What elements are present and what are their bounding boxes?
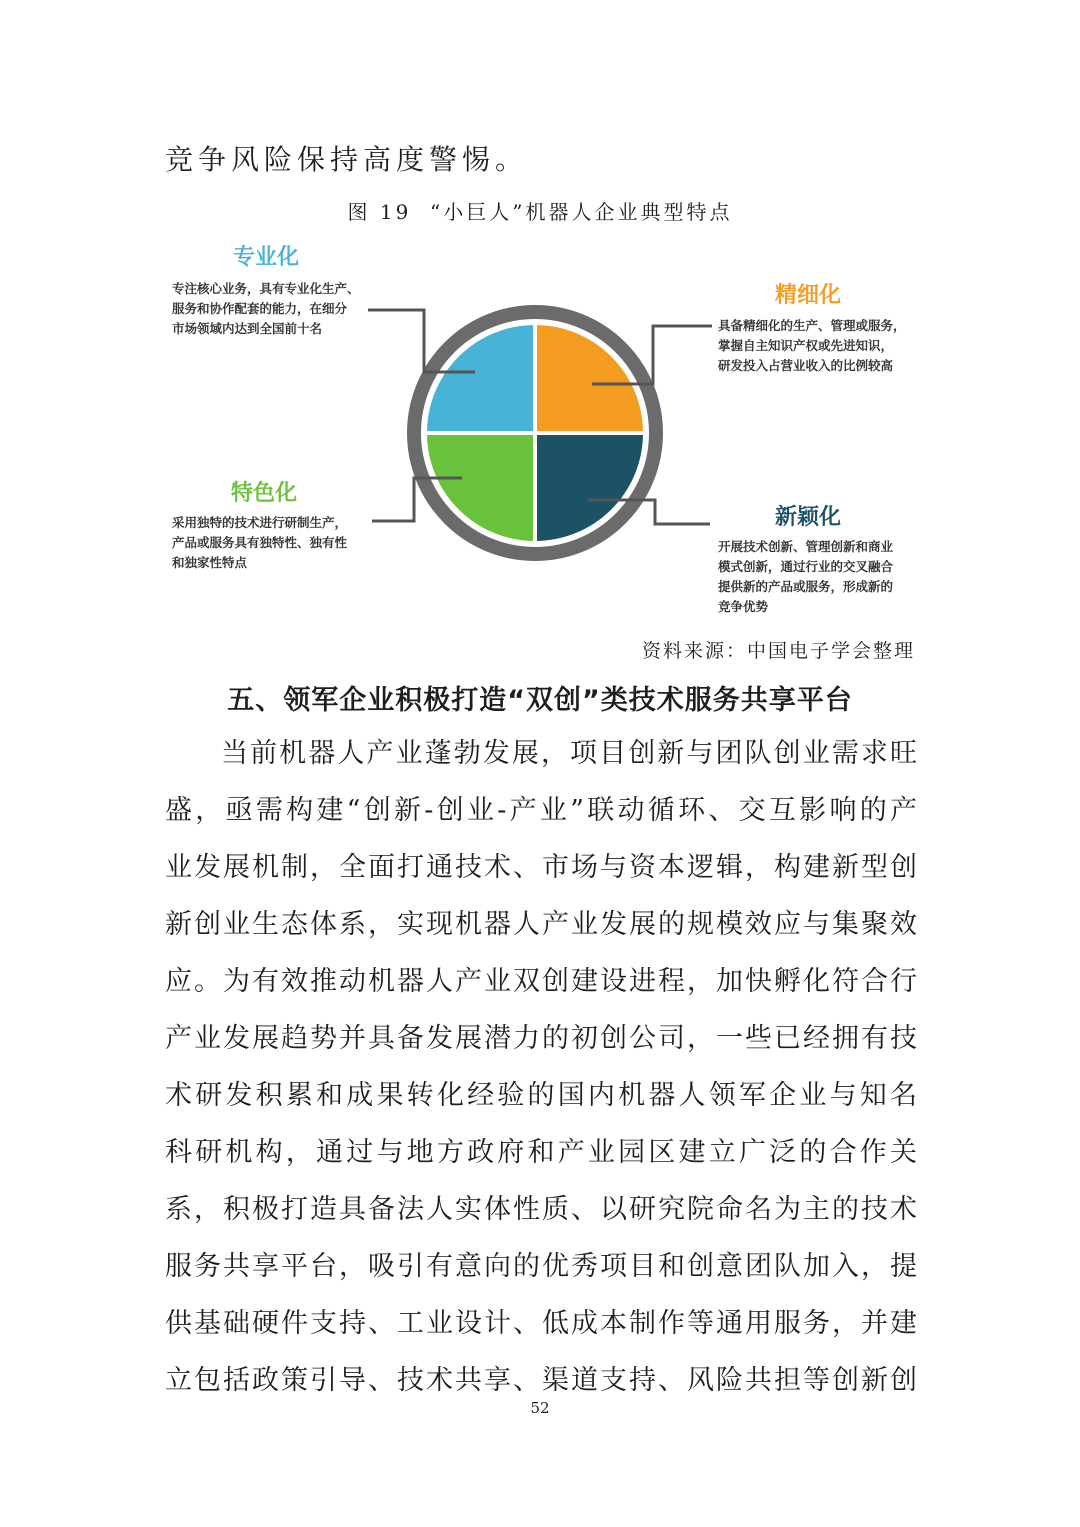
specialized-line: 服务和协作配套的能力，在细分	[172, 301, 348, 316]
section-heading: 五、领军企业积极打造“双创”类技术服务共享平台	[227, 685, 853, 716]
distinctive-line: 产品或服务具有独特性、独有性	[172, 535, 348, 550]
specialized-line: 专注核心业务，具有专业化生产、	[172, 281, 360, 296]
specialized-title: 专业化	[233, 245, 300, 270]
paragraph-line: 系，积极打造具备法人实体性质、以研究院命名为主的技术	[165, 1194, 917, 1225]
distinctive-title: 特色化	[231, 481, 298, 506]
novel-line: 提供新的产品或服务，形成新的	[718, 579, 894, 594]
distinctive-line: 采用独特的技术进行研制生产，	[172, 515, 348, 530]
paragraph-line: 科研机构，通过与地方政府和产业园区建立广泛的合作关	[165, 1137, 917, 1168]
novel-title: 新颖化	[775, 505, 842, 530]
figure-source: 资料来源：中国电子学会整理	[641, 640, 915, 662]
quadrant-novel	[535, 433, 645, 543]
refined-title: 精细化	[775, 283, 842, 308]
paragraph-line: 当前机器人产业蓬勃发展，项目创新与团队创业需求旺	[221, 738, 917, 769]
quadrant-diagram	[0, 0, 1080, 640]
refined-line: 具备精细化的生产、管理或服务，	[718, 318, 906, 333]
lead-line: 竞争风险保持高度警惕。	[165, 143, 529, 176]
quadrant-distinctive	[425, 433, 535, 543]
page-number: 52	[530, 1399, 550, 1417]
paragraph-line: 产业发展趋势并具备发展潜力的初创公司，一些已经拥有技	[165, 1023, 917, 1054]
paragraph-line: 应。为有效推动机器人产业双创建设进程，加快孵化符合行	[165, 966, 917, 997]
novel-line: 模式创新，通过行业的交叉融合	[718, 559, 894, 574]
quadrant-refined	[535, 323, 645, 433]
refined-line: 掌握自主知识产权或先进知识，	[718, 338, 894, 353]
refined-description	[718, 316, 906, 376]
figure-caption: 图 19 “小巨人”机器人企业典型特点	[347, 200, 733, 224]
specialized-description	[172, 279, 360, 339]
distinctive-description	[172, 513, 347, 573]
distinctive-line: 和独家性特点	[172, 555, 248, 570]
specialized-line: 市场领域内达到全国前十名	[172, 321, 323, 336]
paragraph-line: 立包括政策引导、技术共享、渠道支持、风险共担等创新创	[165, 1365, 917, 1396]
paragraph-line: 盛，亟需构建“创新-创业-产业”联动循环、交互影响的产	[165, 795, 917, 826]
novel-line: 竞争优势	[718, 599, 769, 614]
novel-description	[718, 537, 893, 617]
body-paragraph	[165, 734, 917, 1418]
novel-line: 开展技术创新、管理创新和商业	[718, 539, 894, 554]
paragraph-line: 服务共享平台，吸引有意向的优秀项目和创意团队加入，提	[165, 1251, 917, 1282]
figure-19	[0, 0, 1080, 640]
paragraph-line: 新创业生态体系，实现机器人产业发展的规模效应与集聚效	[165, 909, 917, 940]
paragraph-line: 术研发积累和成果转化经验的国内机器人领军企业与知名	[165, 1080, 917, 1111]
quadrant-specialized	[425, 323, 535, 433]
paragraph-line: 供基础硬件支持、工业设计、低成本制作等通用服务，并建	[165, 1308, 917, 1339]
refined-line: 研发投入占营业收入的比例较高	[718, 358, 894, 373]
paragraph-line: 业发展机制，全面打通技术、市场与资本逻辑，构建新型创	[165, 852, 917, 883]
